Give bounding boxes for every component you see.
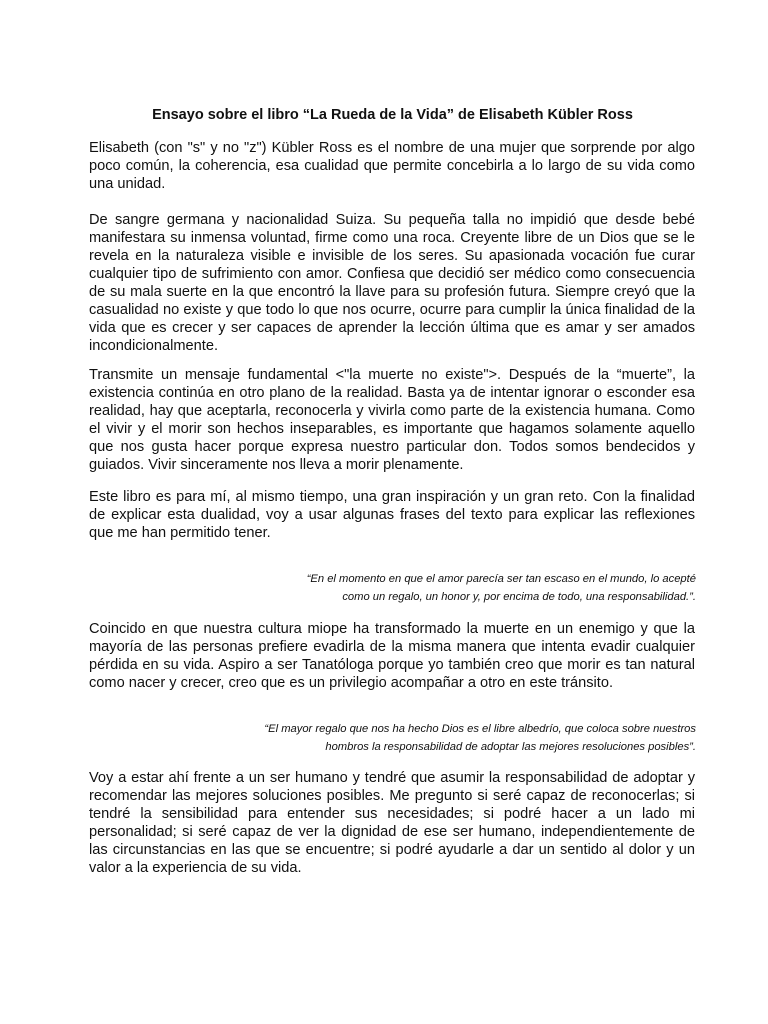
paragraph-purpose: Este libro es para mí, al mismo tiempo, una gran inspiración y un gran reto. Con la finalidad de explicar esta dualidad, voy a usar algunas frases del texto para explicar las reflexiones que me han permitido tener. — [89, 489, 695, 541]
quote-line: hombros la responsabilidad de adoptar las mejores resoluciones posibles”. — [325, 741, 696, 753]
quote-line: como un regalo, un honor y, por encima de todo, una responsabilidad.”. — [342, 591, 696, 603]
paragraph-culture: Coincido en que nuestra cultura miope ha transformado la muerte en un enemigo y que la mayoría de las personas prefiere evadirla de la misma manera que intenta evadir cualquier pérdida en su vida. Aspiro a ser Tanatóloga porque yo también creo que morir es tan natural como nacer y crecer, creo que es un privilegio acompañar a otro en este tránsito. — [89, 621, 695, 691]
paragraph-biography: De sangre germana y nacionalidad Suiza. Su pequeña talla no impidió que desde bebé manifestara su inmensa voluntad, firme como una roca. Creyente libre de un Dios que se le revela en la naturaleza visible e invisible de los seres. Su apasionada vocación fue curar cualquier tipo de sufrimiento con amor. Confiesa que decidió ser médico como consecuencia de su mala suerte en la que encontró la llave para su profesión futura. Siempre creyó que la casualidad no existe y que todo lo que nos ocurre, ocurre para cumplir la única finalidad de la vida que es crecer y ser capaces de aprender la lección última que es amar y ser amados incondicionalmente. — [89, 212, 695, 354]
paragraph-message: Transmite un mensaje fundamental <"la muerte no existe">. Después de la “muerte”, la existencia continúa en otro plano de la realidad. Basta ya de intentar ignorar o esconder esa realidad, hay que aceptarla, reconocerla y vivirla como parte de la existencia humana. Como el vivir y el morir son hechos inseparables, es importante que hagamos solamente aquello que nos gusta hacer porque expresa nuestro particular don. Todos somos bendecidos y guiados. Vivir sinceramente nos lleva a morir plenamente. — [89, 367, 695, 473]
paragraph-intro: Elisabeth (con "s" y no "z") Kübler Ross es el nombre de una mujer que sorprende por algo poco común, la coherencia, esa cualidad que permite concebirla a lo largo de su vida como una unidad. — [89, 140, 695, 192]
quote-line: “El mayor regalo que nos ha hecho Dios es el libre albedrío, que coloca sobre nuestros — [264, 723, 696, 735]
quote-block — [200, 720, 696, 756]
document-title: Ensayo sobre el libro “La Rueda de la Vida” de Elisabeth Kübler Ross — [152, 107, 633, 123]
quote-line: “En el momento en que el amor parecía ser tan escaso en el mundo, lo acepté — [306, 573, 696, 585]
quote-block — [200, 570, 696, 606]
paragraph-responsibility: Voy a estar ahí frente a un ser humano y tendré que asumir la responsabilidad de adoptar y recomendar las mejores soluciones posibles. Me pregunto si seré capaz de reconocerlas; si tendré la sensibilidad para entender sus necesidades; si podré hacer a un lado mi personalidad; si seré capaz de ver la dignidad de ese ser humano, independientemente de las circunstancias en las que se encuentre; si podré ayudarle a dar un sentido al dolor y un valor a la experiencia de su vida. — [89, 770, 695, 876]
